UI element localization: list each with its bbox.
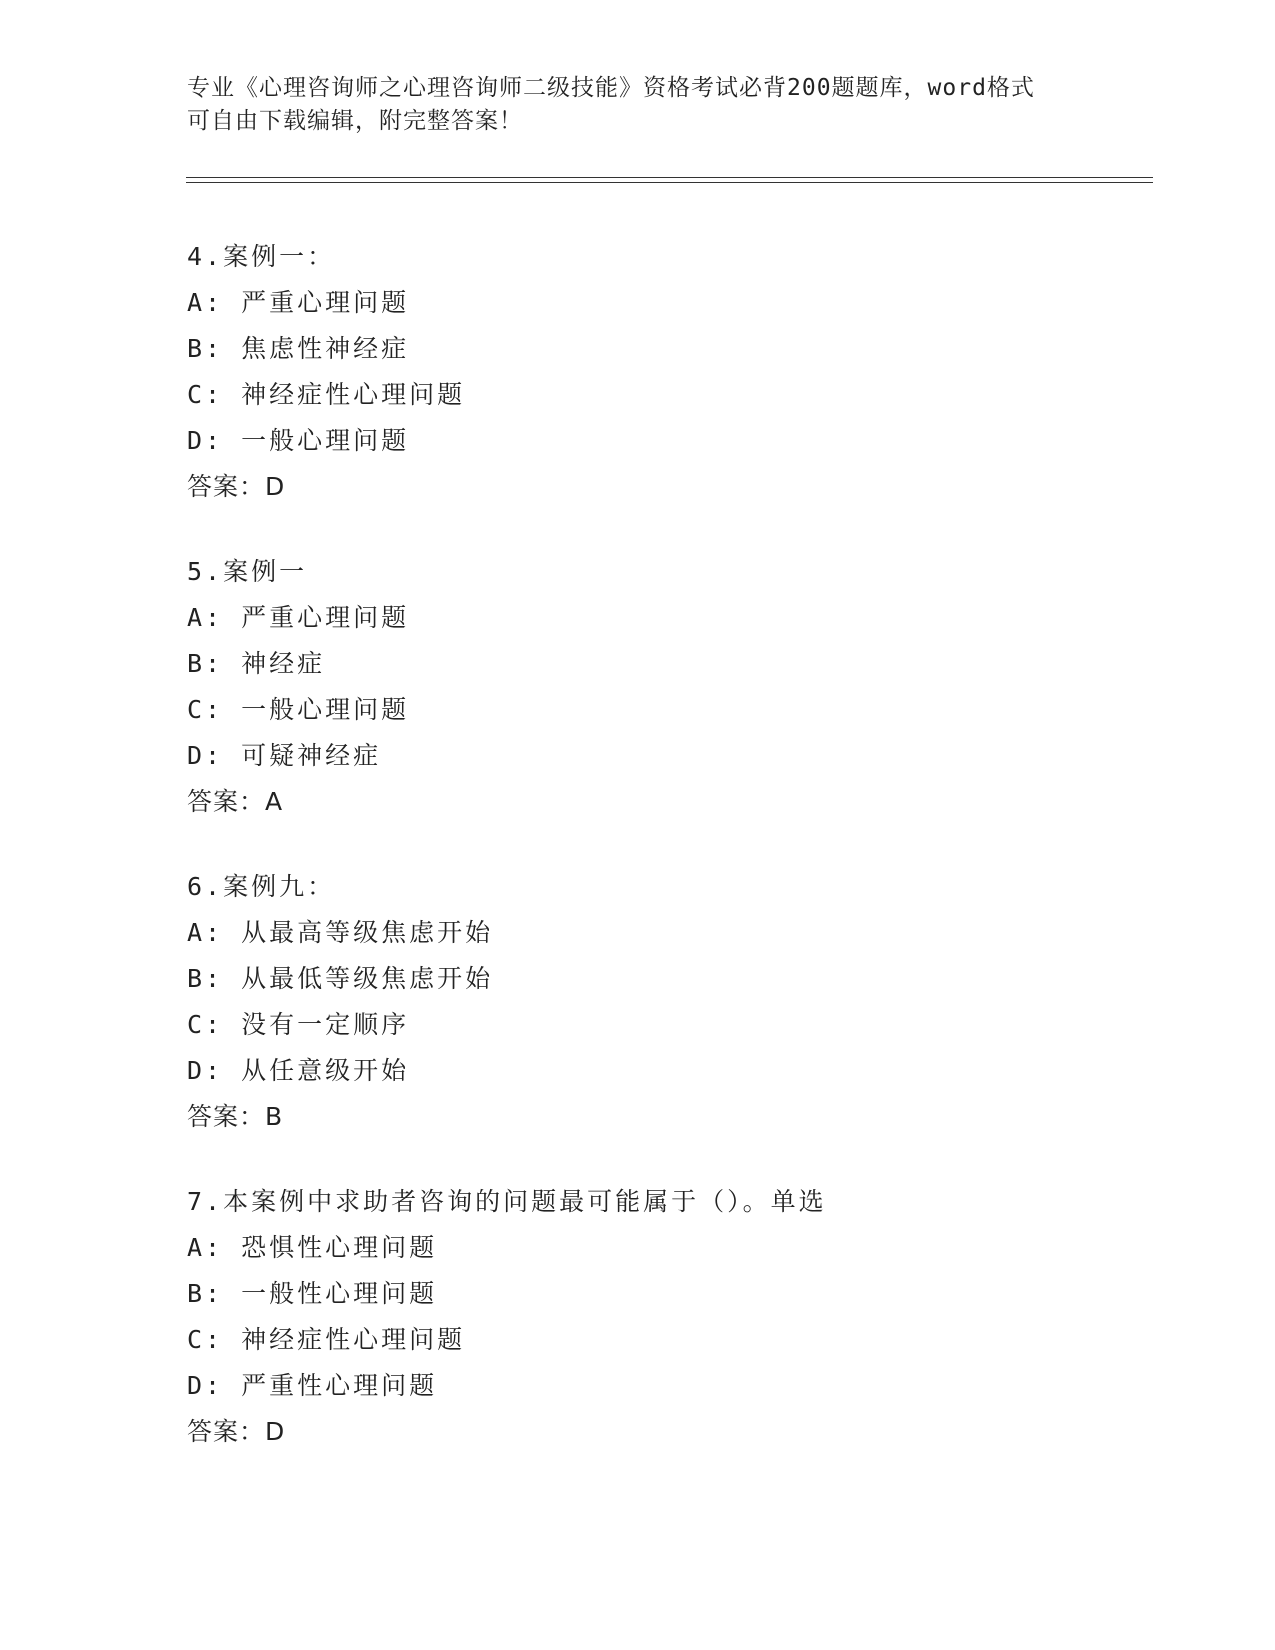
question-stem: 6.案例九： [187,872,336,901]
question-list [187,234,1187,1494]
document-header [187,72,1087,138]
option-a: A: 严重心理问题 [187,288,410,317]
option-d: D: 可疑神经症 [187,741,382,770]
question-stem: 4.案例一： [187,242,336,271]
question-stem: 5.案例一 [187,557,308,586]
question-stem: 7.本案例中求助者咨询的问题最可能属于（）。单选 [187,1187,827,1216]
answer-label: 答案：A [187,787,284,816]
option-a: A: 从最高等级焦虑开始 [187,918,494,947]
answer-label: 答案：D [187,472,286,501]
option-c: C: 神经症性心理问题 [187,380,466,409]
option-c: C: 没有一定顺序 [187,1010,410,1039]
header-line-1: 专业《心理咨询师之心理咨询师二级技能》资格考试必背200题题库，word格式 [187,75,1035,101]
option-d: D: 从任意级开始 [187,1056,410,1085]
option-c: C: 一般心理问题 [187,695,410,724]
option-b: B: 一般性心理问题 [187,1279,438,1308]
question-item [187,234,1187,510]
option-a: A: 恐惧性心理问题 [187,1233,438,1262]
option-b: B: 神经症 [187,649,326,678]
header-divider [186,177,1153,183]
answer-label: 答案：B [187,1102,284,1131]
option-a: A: 严重心理问题 [187,603,410,632]
option-b: B: 从最低等级焦虑开始 [187,964,494,993]
header-line-2: 可自由下载编辑，附完整答案！ [187,108,523,134]
option-b: B: 焦虑性神经症 [187,334,410,363]
option-d: D: 一般心理问题 [187,426,410,455]
question-item [187,549,1187,825]
question-item [187,864,1187,1140]
question-item [187,1179,1187,1455]
option-c: C: 神经症性心理问题 [187,1325,466,1354]
answer-label: 答案：D [187,1417,286,1446]
option-d: D: 严重性心理问题 [187,1371,438,1400]
